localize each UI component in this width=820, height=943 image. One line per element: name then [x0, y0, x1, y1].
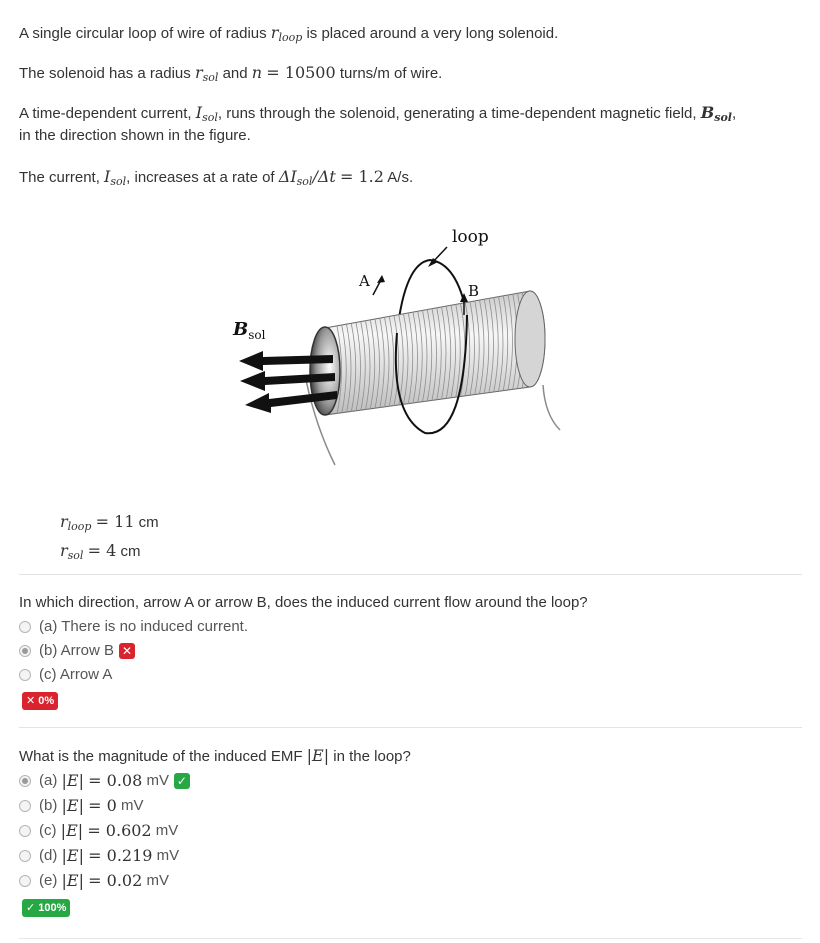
- q1-radio-a[interactable]: [19, 621, 31, 633]
- q1-question: In which direction, arrow A or arrow B, does the induced current flow around the loop?: [19, 594, 588, 611]
- arrow-a-head: [377, 275, 385, 283]
- label-bsol: $B_{sol}$: [233, 319, 266, 342]
- correct-icon: ✓: [174, 773, 190, 789]
- q1-option-c[interactable]: (c) Arrow A: [19, 664, 112, 686]
- lead-wire-right: [543, 385, 560, 430]
- divider-3: [19, 938, 802, 939]
- q1-radio-c[interactable]: [19, 669, 31, 681]
- problem-line-5: The current, $I_{sol}$, increases at a rate of $\Delta I_{sol}/\Delta t = 1.2$ A/s.: [19, 167, 414, 188]
- q2-option-a[interactable]: (a) |E| = 0.08 mV ✓: [19, 770, 190, 792]
- q2-option-c[interactable]: (c) |E| = 0.602 mV: [19, 820, 178, 842]
- var-i-sol: $I_{sol}$: [195, 103, 218, 124]
- q2-option-e[interactable]: (e) |E| = 0.02 mV: [19, 870, 169, 892]
- q1-option-b[interactable]: (b) Arrow B ✕: [19, 640, 135, 662]
- given-variables: [60, 510, 159, 568]
- label-loop: loop: [452, 227, 489, 247]
- q2-score-badge: ✓ 100%: [22, 899, 70, 917]
- problem-line-3: A time-dependent current, $I_{sol}$, runs through the solenoid, generating a time-dependent magnetic field, $B_{sol}$,: [19, 103, 737, 124]
- problem-line-4: in the direction shown in the figure.: [19, 127, 251, 144]
- q2-radio-a[interactable]: [19, 775, 31, 787]
- q1-radio-b[interactable]: [19, 645, 31, 657]
- q2-option-d[interactable]: (d) |E| = 0.219 mV: [19, 845, 179, 867]
- divider-1: [19, 574, 802, 575]
- q2-radio-c[interactable]: [19, 825, 31, 837]
- var-r-loop: $r_{loop}$: [270, 23, 303, 44]
- wrong-icon: ✕: [119, 643, 135, 659]
- q2-question: What is the magnitude of the induced EMF |E| in the loop?: [19, 746, 411, 765]
- solenoid-far-end: [515, 291, 545, 387]
- problem-line-2: The solenoid has a radius $r_{sol}$ and n = 10500 turns/m of wire.: [19, 63, 443, 84]
- divider-2: [19, 727, 802, 728]
- var-i-sol-2: $I_{sol}$: [104, 167, 127, 188]
- problem-line-1: A single circular loop of wire of radius $r_{loop}$ is placed around a very long solenoid.: [19, 23, 559, 44]
- q2-radio-b[interactable]: [19, 800, 31, 812]
- rate-expression: $\Delta I_{sol}/\Delta t$: [278, 167, 336, 188]
- q1-score-badge: ✕ 0%: [22, 692, 58, 710]
- solenoid-figure: [225, 215, 585, 475]
- label-a: A: [359, 272, 370, 290]
- q1-option-a[interactable]: (a) There is no induced current.: [19, 616, 248, 638]
- q2-radio-e[interactable]: [19, 875, 31, 887]
- q2-option-b[interactable]: (b) |E| = 0 mV: [19, 795, 144, 817]
- label-b: B: [468, 282, 480, 300]
- var-rloop-line: $r_{loop} = 11$ cm: [60, 512, 159, 533]
- var-rsol-line: $r_{sol} = 4$ cm: [60, 541, 141, 562]
- var-b-sol: $B_{sol}$: [700, 103, 732, 124]
- q2-radio-d[interactable]: [19, 850, 31, 862]
- solenoid-near-end: [310, 327, 340, 415]
- var-r-sol: $r_{sol}$: [194, 63, 219, 84]
